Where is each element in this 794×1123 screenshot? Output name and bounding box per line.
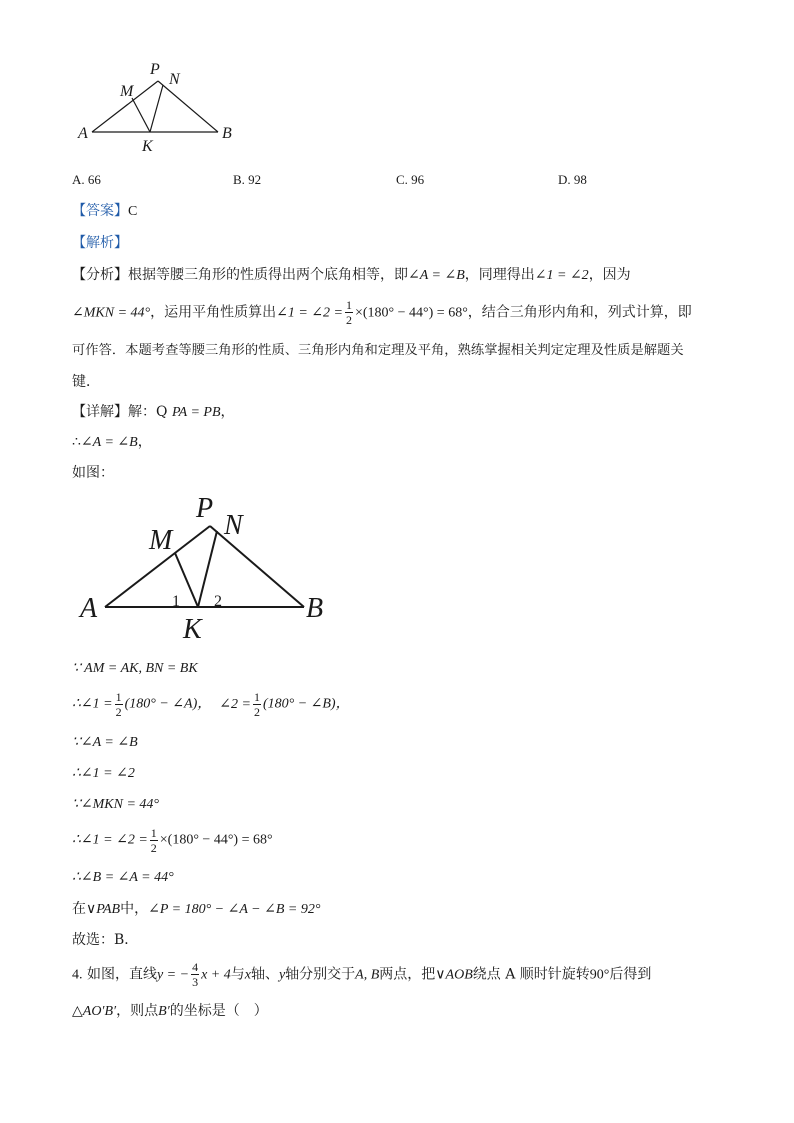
step-6-a: ∴∠1 = ∠2 = [72, 832, 148, 848]
step-2 [72, 690, 350, 719]
step-6-b: ×(180° − 44°) = 68° [159, 832, 273, 848]
analysis-text-1e: ，因为 [588, 267, 631, 283]
segment-mk-small [132, 98, 150, 132]
q4-line-1 [72, 960, 651, 990]
label-k-large: K [183, 614, 202, 645]
analysis-line-4: 键． [72, 374, 100, 390]
q4-math-c: x + 4 [201, 967, 231, 983]
analysis-text-2e: ，结合三角形内角和，列式计算，即 [467, 304, 692, 321]
label-p-small: P [150, 61, 160, 78]
analysis-text-2b: ，运用平角性质算出 [150, 304, 277, 321]
step-8-b: ∨PAB [86, 902, 121, 917]
q4-math-m: 90° [589, 967, 610, 983]
fraction-four-thirds [191, 960, 199, 989]
analysis-line-3: 可作答．本题考查等腰三角形的性质、三角形内角和定理及平角，熟练掌握相关判定定理及性质是解题关 [72, 343, 684, 358]
option-d: D. 98 [558, 172, 587, 187]
label-angle-2: 2 [214, 593, 222, 610]
frac-num: 1 [150, 826, 157, 840]
label-m-small: M [120, 83, 134, 100]
analysis-text-1c: ，同理得出 [464, 267, 535, 283]
frac-den: 2 [345, 313, 352, 327]
frac-den: 2 [253, 705, 260, 719]
figure-large [72, 490, 342, 645]
step-5: ∵∠MKN = 44° [72, 797, 160, 812]
q4-text-h: 轴分别交于 [285, 966, 356, 983]
step-8-d: ∠P = 180° − ∠A − ∠B = 92° [148, 902, 321, 917]
label-n-small: N [169, 71, 180, 88]
detail-text-1c: ， [220, 404, 235, 420]
q4-line-2 [72, 1001, 268, 1022]
q4-text-l: 绕点 A 顺时针旋转 [472, 966, 590, 983]
label-a-small: A [78, 125, 88, 142]
frac-den: 3 [192, 975, 199, 989]
analysis-math-1b: ∠A = ∠B [408, 268, 465, 283]
detail-text-2c: ， [137, 434, 152, 450]
analysis-math-2a: ∠MKN = 44° [72, 305, 151, 321]
step-7: ∴∠B = ∠A = 44° [72, 870, 174, 885]
answer-tag: 【答案】 [72, 203, 128, 219]
q4-text-j: 两点，把 [379, 966, 436, 983]
q4-math-2c: B′ [158, 1004, 170, 1019]
analysis-math-2d: ×(180° − 44°) = 68° [354, 305, 468, 321]
fraction-half-step2a [115, 690, 123, 719]
q4-text-d: 与 [230, 966, 245, 983]
answer-line [72, 201, 137, 222]
segment-kn-small [150, 85, 163, 132]
q4-text-a: 如图，直线 [86, 966, 157, 983]
q4-math-k: ∨AOB [435, 967, 473, 983]
step-6 [72, 826, 273, 855]
label-b-large: B [306, 593, 324, 624]
answer-value: C [128, 204, 138, 219]
analysis-line-1 [72, 265, 732, 286]
q4-text-n: 后得到 [609, 966, 652, 983]
q4-text-2d: 的坐标是（ ） [169, 1003, 268, 1019]
detail-text-1a: 解：Q [128, 404, 168, 420]
label-a-large: A [80, 593, 98, 624]
fraction-half-analysis [345, 298, 353, 327]
option-a: A. 66 [72, 172, 101, 187]
detail-line-2 [72, 432, 152, 453]
detail-math-2b: ∠A = ∠B [80, 435, 138, 450]
label-b-small: B [222, 125, 232, 142]
analysis-text-1a: 根据等腰三角形的性质得出两个底角相等，即 [128, 267, 408, 283]
analysis-line-2 [72, 298, 732, 327]
label-k-small: K [142, 138, 153, 155]
detail-line-3: 如图： [72, 465, 114, 481]
step-4: ∴∠1 = ∠2 [72, 766, 135, 781]
label-n-large: N [224, 510, 243, 541]
step-9: 故选：B． [72, 932, 139, 948]
label-m-large: M [149, 525, 173, 556]
option-c: C. 96 [396, 172, 425, 187]
q4-text-f: 轴、 [250, 966, 279, 983]
q4-math-e: x [244, 967, 251, 983]
frac-num: 1 [345, 298, 352, 312]
label-angle-1: 1 [172, 593, 180, 610]
step-8-c: 中， [120, 901, 149, 917]
q4-math-b: y = − [156, 967, 190, 983]
detail-tag: 【详解】 [72, 404, 128, 420]
detail-math-1b: PA = PB [171, 405, 221, 420]
q4-text-2b: ，则点 [116, 1003, 159, 1019]
q4-number: 4. [72, 967, 83, 983]
step-8 [72, 899, 320, 920]
detail-line-1 [72, 402, 235, 423]
step-2-d: (180° − ∠B)， [262, 696, 350, 712]
step-2-c: ∠2 = [219, 696, 251, 712]
fraction-half-step2b [253, 690, 261, 719]
analysis-math-1d: ∠1 = ∠2 [534, 268, 589, 283]
q4-math-i: A, B [355, 967, 380, 983]
option-b: B. 92 [233, 172, 262, 187]
analysis-tag: 【解析】 [72, 235, 128, 251]
step-2-a: ∴∠1 = [72, 696, 113, 712]
figure-small [72, 58, 252, 158]
frac-num: 1 [115, 690, 122, 704]
segment-pb-small [158, 81, 218, 132]
analysis-label: 【分析】 [72, 267, 128, 283]
analysis-math-2c: ∠1 = ∠2 = [276, 305, 343, 321]
q4-math-g: y [278, 967, 286, 983]
therefore-symbol: ∴ [72, 434, 81, 450]
label-p-large: P [196, 493, 214, 524]
frac-num: 4 [192, 960, 199, 974]
step-1: ∵ AM = AK, BN = BK [72, 661, 198, 676]
fraction-half-step6 [150, 826, 158, 855]
q4-math-2a: △AO′B′ [72, 1004, 117, 1019]
step-3: ∵∠A = ∠B [72, 735, 138, 750]
frac-den: 2 [115, 705, 122, 719]
frac-den: 2 [150, 841, 157, 855]
step-2-b: (180° − ∠A)， [124, 696, 212, 712]
frac-num: 1 [253, 690, 260, 704]
step-8-a: 在 [72, 901, 86, 917]
analysis-heading [72, 233, 128, 253]
